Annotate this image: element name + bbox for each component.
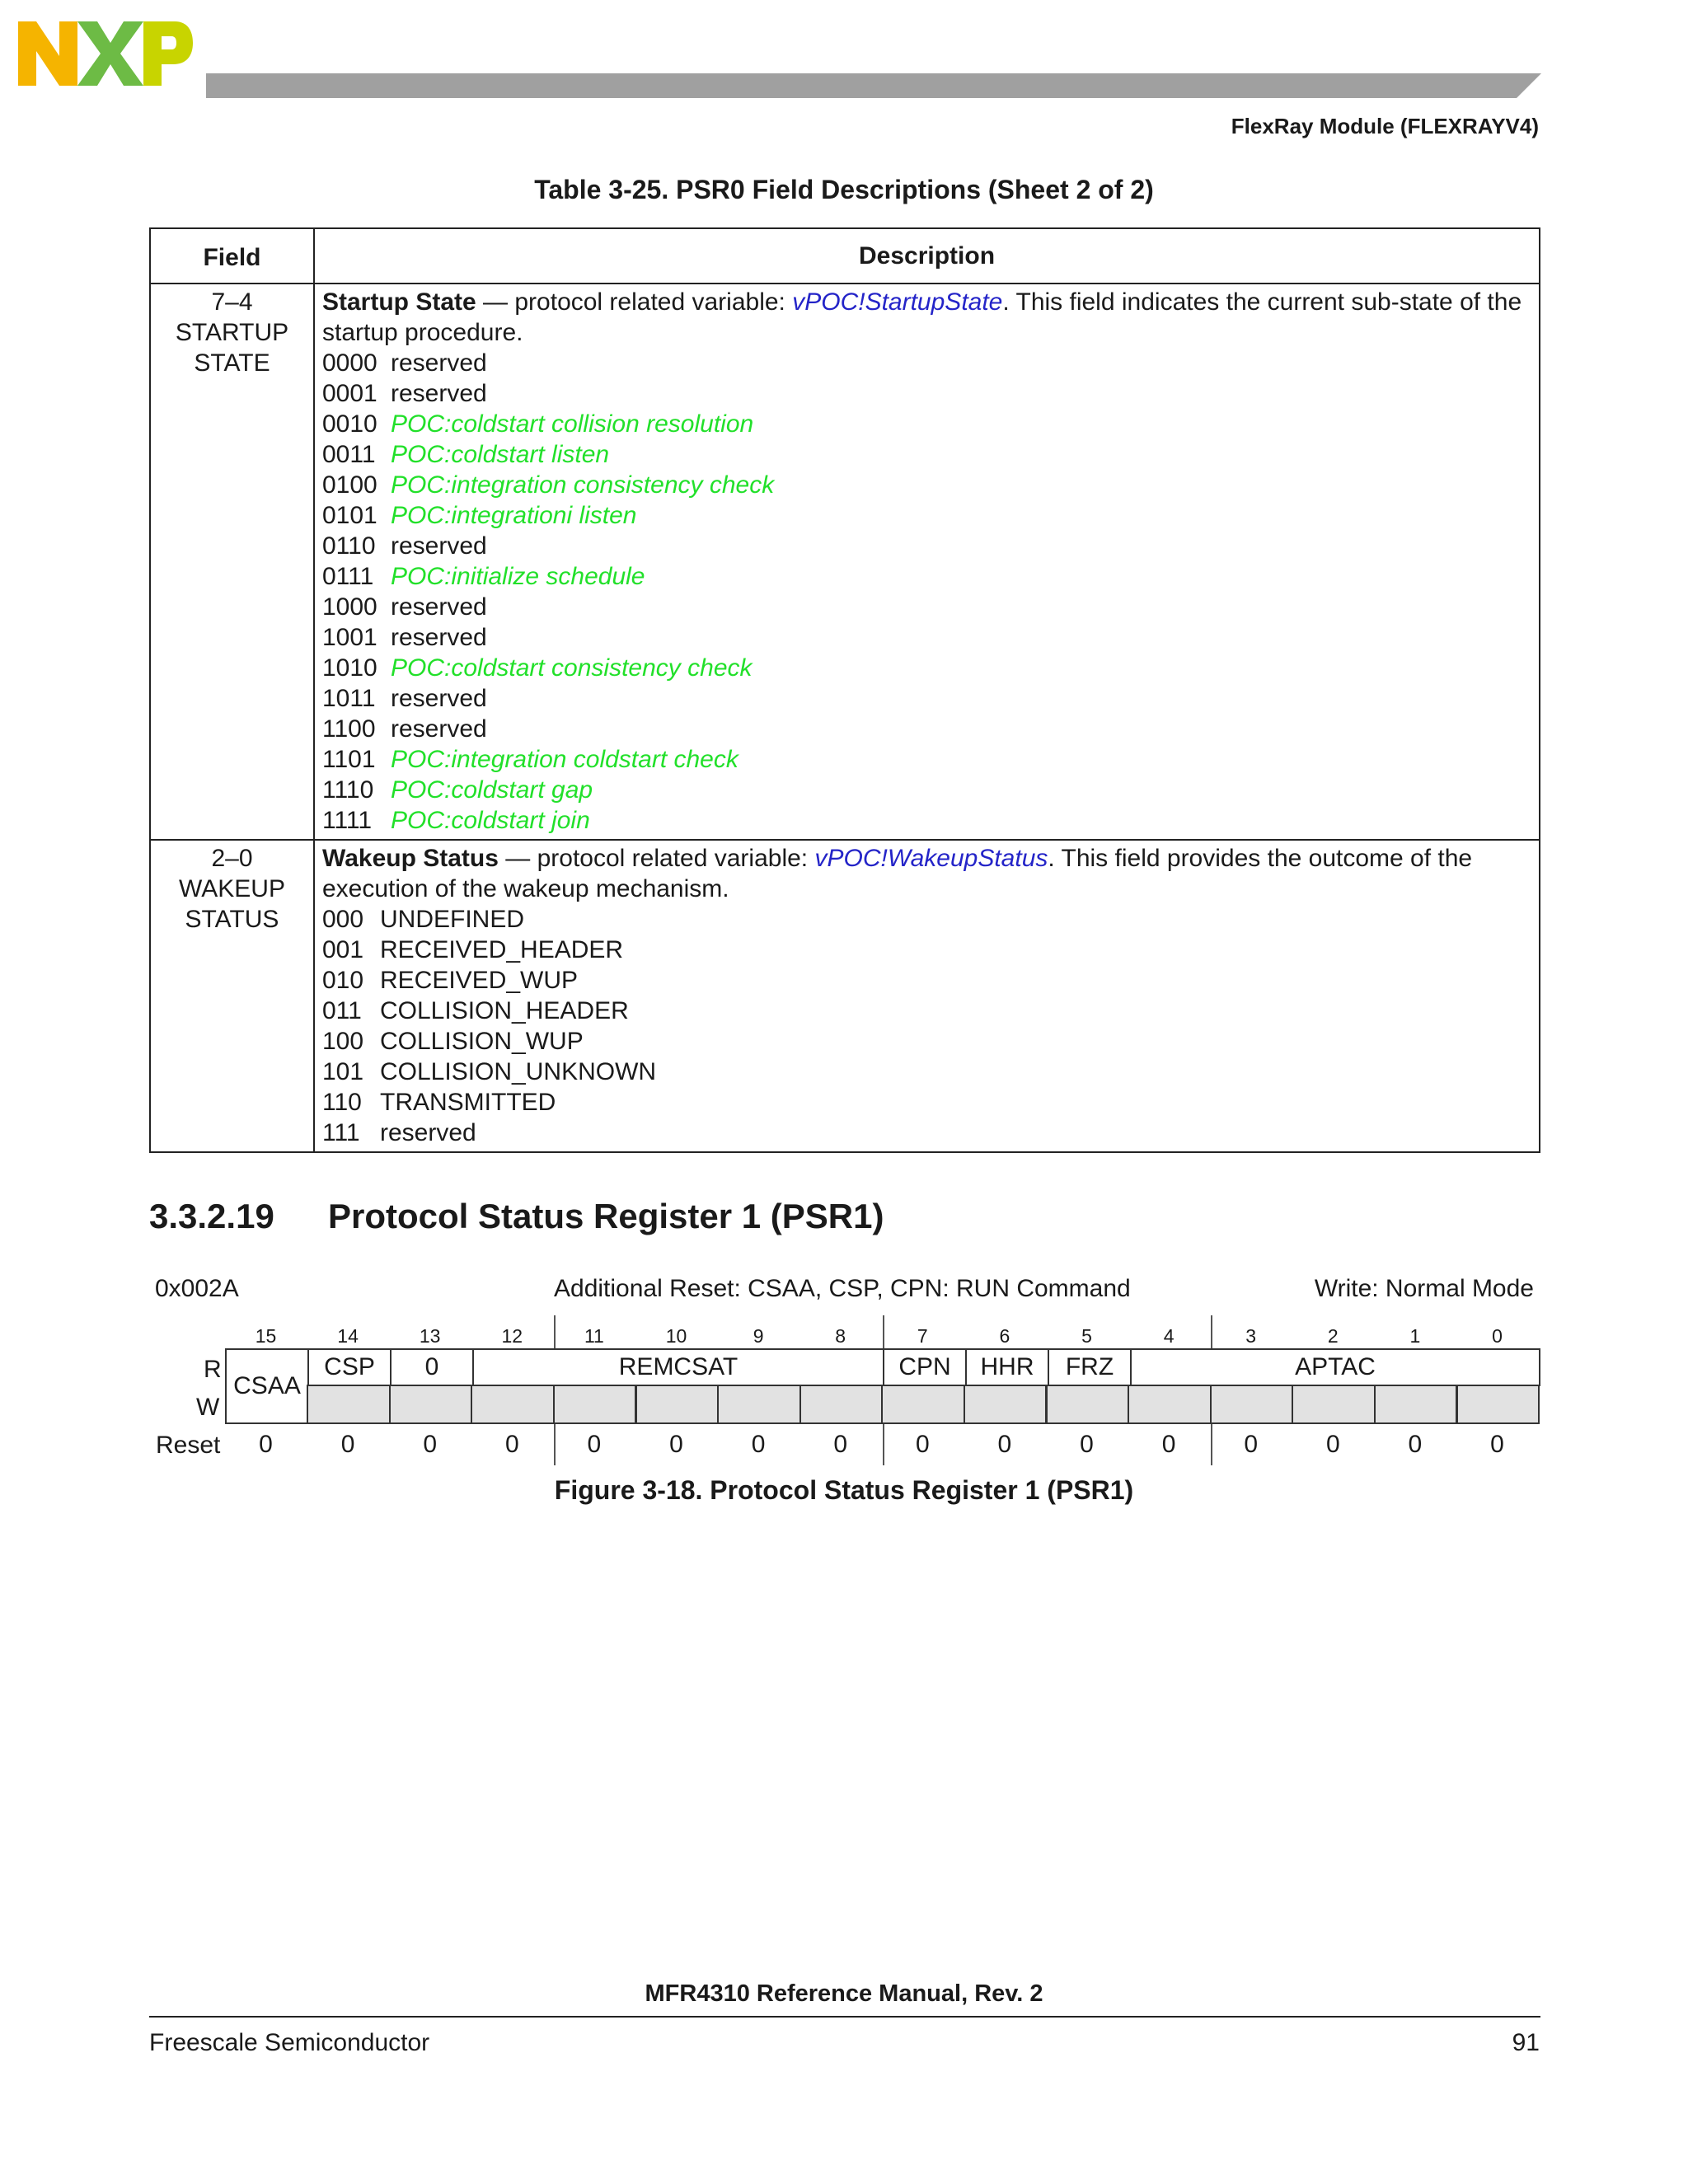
write-cell	[1456, 1385, 1540, 1424]
bit-number: 3	[1245, 1325, 1257, 1347]
value-entry	[322, 996, 1532, 1026]
write-cell	[635, 1385, 720, 1424]
value-code: 1001	[322, 624, 377, 651]
poc-state-link[interactable]: POC:coldstart listen	[391, 441, 610, 468]
bit-number: 2	[1327, 1325, 1339, 1347]
module-title: FlexRay Module (FLEXRAYV4)	[1231, 114, 1539, 138]
bit-number: 8	[835, 1325, 846, 1347]
bit-number: 6	[999, 1325, 1010, 1347]
value-code: 0010	[322, 410, 377, 438]
field-bits: 2–0	[211, 845, 253, 872]
figure-caption: Figure 3-18. Protocol Status Register 1 (PSR1)	[554, 1475, 1134, 1505]
field-cell	[150, 284, 314, 840]
value-entry	[322, 470, 1532, 500]
byte-tick	[883, 1424, 884, 1465]
value-entry	[322, 805, 1532, 836]
description-intro	[322, 843, 1532, 874]
value-entry	[322, 1057, 1532, 1087]
field-name-line: WAKEUP	[179, 875, 285, 902]
value-entry	[322, 904, 1532, 935]
value-meaning: COLLISION_UNKNOWN	[380, 1058, 657, 1085]
value-meaning: reserved	[391, 593, 487, 621]
reset-value: 0	[833, 1431, 848, 1458]
footer-rule	[149, 2016, 1540, 2018]
field-column-header: Field	[150, 228, 314, 284]
footer-manual-title: MFR4310 Reference Manual, Rev. 2	[645, 1980, 1043, 2007]
value-meaning: reserved	[391, 532, 487, 560]
value-code: 010	[322, 967, 364, 994]
header-bar	[206, 73, 1541, 98]
value-entry	[322, 439, 1532, 470]
register-offset: 0x002A	[155, 1275, 239, 1302]
value-code: 1111	[322, 807, 373, 834]
value-meaning: COLLISION_WUP	[380, 1028, 584, 1055]
bit-number: 0	[1492, 1325, 1503, 1347]
bit-number: 15	[255, 1325, 277, 1347]
value-entry	[322, 378, 1532, 409]
reset-value: 0	[1408, 1431, 1423, 1458]
bit-number: 5	[1081, 1325, 1092, 1347]
byte-tick	[1211, 1315, 1212, 1348]
aptac-field: APTAC	[1130, 1348, 1540, 1386]
description-text: — protocol related variable:	[498, 845, 815, 872]
value-code: 0011	[322, 441, 376, 468]
value-meaning: COLLISION_HEADER	[380, 997, 629, 1024]
byte-tick	[554, 1315, 556, 1348]
write-cell	[307, 1385, 391, 1424]
value-entry	[322, 775, 1532, 805]
field-title: Wakeup Status	[322, 845, 499, 872]
value-entry	[322, 561, 1532, 592]
write-cell	[1046, 1385, 1130, 1424]
value-code: 100	[322, 1028, 364, 1055]
reset-value: 0	[915, 1431, 930, 1458]
value-code: 1000	[322, 593, 377, 621]
value-code: 1011	[322, 685, 376, 712]
reset-value: 0	[1161, 1431, 1176, 1458]
value-meaning: reserved	[391, 349, 487, 377]
value-meaning: TRANSMITTED	[380, 1089, 556, 1116]
reset-value: 0	[259, 1431, 273, 1458]
csp-field: CSP	[307, 1348, 392, 1386]
bit-number: 13	[419, 1325, 441, 1347]
byte-tick	[554, 1424, 556, 1465]
nxp-logo	[18, 18, 193, 89]
frz-field: FRZ	[1048, 1348, 1132, 1386]
field-title: Startup State	[322, 288, 476, 316]
hhr-field: HHR	[965, 1348, 1049, 1386]
description-text: startup procedure.	[322, 319, 523, 346]
write-cell	[553, 1385, 637, 1424]
description-text: execution of the wakeup mechanism.	[322, 875, 729, 902]
read-row-label: R	[204, 1356, 222, 1383]
reset-value: 0	[751, 1431, 766, 1458]
byte-tick	[883, 1315, 884, 1348]
bit-number: 10	[665, 1325, 687, 1347]
write-cell	[717, 1385, 801, 1424]
footer-company: Freescale Semiconductor	[149, 2029, 430, 2056]
description-cell	[314, 284, 1540, 840]
value-code: 110	[322, 1089, 362, 1116]
value-code: 0110	[322, 532, 376, 560]
bit-number: 9	[753, 1325, 764, 1347]
bit-number: 4	[1163, 1325, 1175, 1347]
value-entry	[322, 531, 1532, 561]
reset-value: 0	[504, 1431, 519, 1458]
description-text: . This field indicates the current sub-state of the	[1002, 288, 1522, 316]
value-code: 1100	[322, 715, 376, 743]
reset-value: 0	[1080, 1431, 1094, 1458]
value-meaning: reserved	[380, 1119, 476, 1146]
section-number: 3.3.2.19	[149, 1197, 274, 1235]
description-intro	[322, 287, 1532, 317]
value-code: 1110	[322, 776, 374, 804]
value-code: 0101	[322, 502, 377, 529]
write-cell	[1128, 1385, 1212, 1424]
write-cell	[389, 1385, 473, 1424]
table-row-wakeup-status	[150, 840, 1540, 1152]
poc-state-link[interactable]: POC:coldstart consistency check	[391, 654, 753, 682]
value-meaning: RECEIVED_HEADER	[380, 936, 624, 963]
register-reset-note: Additional Reset: CSAA, CSP, CPN: RUN Command	[554, 1275, 1131, 1302]
reset-value: 0	[1244, 1431, 1259, 1458]
field-bits: 7–4	[211, 288, 253, 316]
bit-number: 12	[501, 1325, 523, 1347]
value-meaning: reserved	[391, 624, 487, 651]
poc-state-link[interactable]: POC:coldstart join	[391, 807, 590, 834]
value-code: 0111	[322, 563, 374, 590]
value-entry	[322, 1118, 1532, 1148]
value-code: 1010	[322, 654, 377, 682]
cpn-field: CPN	[883, 1348, 967, 1386]
value-meaning: reserved	[391, 715, 487, 743]
value-entry	[322, 500, 1532, 531]
description-cell	[314, 840, 1540, 1152]
field-name-line: STARTUP	[175, 319, 289, 346]
poc-state-link[interactable]: POC:coldstart collision resolution	[391, 410, 754, 438]
value-code: 1101	[322, 746, 376, 773]
reset-value: 0	[423, 1431, 438, 1458]
value-code: 001	[322, 936, 364, 963]
write-cell	[881, 1385, 965, 1424]
description-text: . This field provides the outcome of the	[1048, 845, 1473, 872]
value-meaning: reserved	[391, 380, 487, 407]
write-cell	[1210, 1385, 1294, 1424]
value-entry	[322, 683, 1532, 714]
table-title: Table 3-25. PSR0 Field Descriptions (Sheet 2 of 2)	[534, 175, 1154, 204]
write-row-label: W	[196, 1394, 220, 1421]
bit13-field: 0	[390, 1348, 474, 1386]
value-entry	[322, 1087, 1532, 1118]
value-entry	[322, 409, 1532, 439]
byte-tick	[1211, 1424, 1212, 1465]
remcsat-field: REMCSAT	[472, 1348, 884, 1386]
value-code: 0000	[322, 349, 377, 377]
poc-state-link[interactable]: POC:integration coldstart check	[391, 746, 738, 773]
section-title: Protocol Status Register 1 (PSR1)	[328, 1197, 884, 1235]
value-code: 111	[322, 1119, 360, 1146]
reset-value: 0	[1325, 1431, 1340, 1458]
reset-value: 0	[669, 1431, 683, 1458]
csaa-field: CSAA	[225, 1348, 309, 1424]
write-cell	[471, 1385, 555, 1424]
field-name-line: STATUS	[185, 906, 279, 933]
reset-value: 0	[340, 1431, 355, 1458]
write-cell	[1374, 1385, 1458, 1424]
value-code: 101	[322, 1058, 364, 1085]
field-description-table	[149, 227, 1540, 1153]
bit-number: 1	[1409, 1325, 1421, 1347]
field-name-line: STATE	[194, 349, 270, 377]
page-number: 91	[1512, 2029, 1540, 2056]
reset-value: 0	[587, 1431, 602, 1458]
value-entry	[322, 348, 1532, 378]
value-meaning: reserved	[391, 685, 487, 712]
bit-number: 11	[584, 1325, 604, 1347]
value-entry	[322, 622, 1532, 653]
bit-number: 14	[337, 1325, 359, 1347]
value-meaning: RECEIVED_WUP	[380, 967, 579, 994]
poc-state-link[interactable]: POC:coldstart gap	[391, 776, 593, 804]
variable-link[interactable]: vPOC!StartupState	[792, 288, 1003, 316]
value-meaning: UNDEFINED	[380, 906, 525, 933]
reset-row-label: Reset	[156, 1432, 221, 1459]
value-entry	[322, 935, 1532, 965]
write-cell	[1292, 1385, 1376, 1424]
reset-value: 0	[997, 1431, 1012, 1458]
value-list	[322, 348, 1532, 836]
value-code: 000	[322, 906, 364, 933]
field-cell	[150, 840, 314, 1152]
value-entry	[322, 1026, 1532, 1057]
table-row-startup-state	[150, 284, 1540, 840]
description-column-header: Description	[314, 228, 1540, 284]
variable-link[interactable]: vPOC!WakeupStatus	[814, 845, 1048, 872]
value-entry	[322, 714, 1532, 744]
poc-state-link[interactable]: POC:integration consistency check	[391, 471, 775, 499]
write-cell	[799, 1385, 884, 1424]
value-entry	[322, 965, 1532, 996]
value-entry	[322, 744, 1532, 775]
write-cell	[964, 1385, 1048, 1424]
table-header-row	[150, 228, 1540, 284]
reset-value: 0	[1490, 1431, 1504, 1458]
value-code: 011	[322, 997, 362, 1024]
register-write-note: Write: Normal Mode	[1314, 1275, 1534, 1302]
poc-state-link[interactable]: POC:initialize schedule	[391, 563, 645, 590]
poc-state-link[interactable]: POC:integrationi listen	[391, 502, 637, 529]
value-entry	[322, 592, 1532, 622]
value-list	[322, 904, 1532, 1148]
value-code: 0100	[322, 471, 377, 499]
description-text: — protocol related variable:	[476, 288, 793, 316]
value-entry	[322, 653, 1532, 683]
bit-number: 7	[917, 1325, 928, 1347]
value-code: 0001	[322, 380, 377, 407]
